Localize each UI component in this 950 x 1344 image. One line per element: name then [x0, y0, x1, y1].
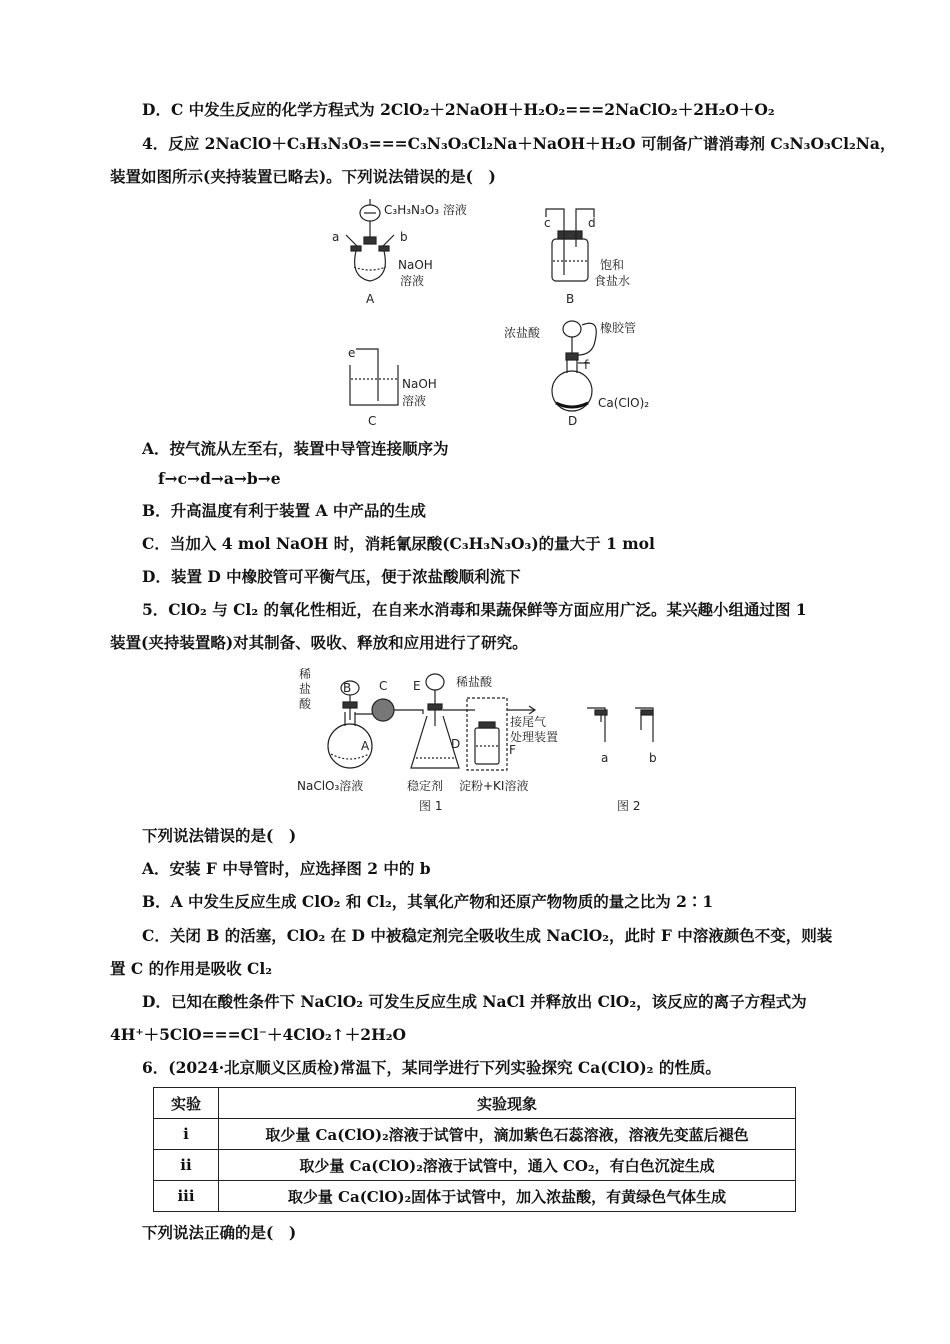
- table-cell: 取少量 Ca(ClO)₂溶液于试管中，通入 CO₂，有白色沉淀生成: [219, 1150, 796, 1181]
- q6-experiment-table: [153, 1087, 796, 1212]
- table-cell: ii: [154, 1150, 219, 1181]
- table-row: [154, 1181, 796, 1212]
- q6-stem: 6．(2024·北京顺义区质检)常温下，某同学进行下列实验探究 Ca(ClO)₂ 的性质。: [142, 1058, 721, 1077]
- a-naoh-label-2: 溶液: [400, 274, 425, 288]
- port-e-label: e: [348, 346, 356, 360]
- label-f: F: [509, 743, 516, 757]
- q5-stem-line2: 装置(夹持装置略)对其制备、吸收、释放和应用进行了研究。: [110, 633, 528, 652]
- table-cell: i: [154, 1119, 219, 1150]
- naclo3-label: NaClO₃溶液: [297, 779, 364, 793]
- port-f-label: f: [584, 358, 589, 372]
- table-header-cell: 实验现象: [219, 1088, 796, 1119]
- q5-option-c-line2: 置 C 的作用是吸收 Cl₂: [110, 959, 273, 978]
- q4-stem-line2: 装置如图所示(夹持装置已略去)。下列说法错误的是( ): [110, 167, 496, 186]
- port-a-label: a: [332, 230, 340, 244]
- d-acid-label: 浓盐酸: [504, 326, 541, 340]
- port-d-label: d: [588, 216, 596, 230]
- table-cell: 取少量 Ca(ClO)₂溶液于试管中，滴加紫色石蕊溶液，溶液先变蓝后褪色: [219, 1119, 796, 1150]
- apparatus-a-label: A: [366, 292, 375, 306]
- figure-1-caption: 图 1: [419, 799, 443, 813]
- q5-option-c-line1: C．关闭 B 的活塞，ClO₂ 在 D 中被稳定剂完全吸收生成 NaClO₂，此时 F 中溶液颜色不变，则装: [142, 926, 833, 945]
- table-cell: iii: [154, 1181, 219, 1212]
- acid-right-label: 稀盐酸: [456, 675, 493, 689]
- table-header-row: [154, 1088, 796, 1119]
- q4-option-c: C．当加入 4 mol NaOH 时，消耗氰尿酸(C₃H₃N₃O₃)的量大于 1 mol: [142, 534, 655, 553]
- label-c: C: [379, 679, 388, 693]
- q4-option-d: D．装置 D 中橡胶管可平衡气压，便于浓盐酸顺利流下: [142, 567, 521, 586]
- apparatus-d-label: D: [568, 414, 578, 428]
- label-a: A: [361, 739, 370, 753]
- stabilizer-label: 稳定剂: [407, 779, 444, 793]
- q4-option-b: B．升高温度有利于装置 A 中产品的生成: [142, 501, 426, 520]
- tube-a-label: a: [601, 751, 609, 765]
- figure-2-caption: 图 2: [617, 799, 641, 813]
- a-reagent-label: C₃H₃N₃O₃ 溶液: [384, 203, 467, 217]
- table-row: [154, 1119, 796, 1150]
- q5-option-b: B．A 中发生反应生成 ClO₂ 和 Cl₂，其氧化产物和还原产物物质的量之比为 2∶1: [142, 892, 714, 911]
- starch-ki-label: 淀粉+KI溶液: [459, 779, 529, 793]
- tail-gas-label-2: 处理装置: [510, 730, 559, 744]
- apparatus-b-label: B: [566, 292, 575, 306]
- c-naoh-label: NaOH: [402, 377, 437, 391]
- q4-option-a-line1: A．按气流从左至右，装置中导管连接顺序为: [142, 439, 449, 458]
- q4-stem-line1: 4．反应 2NaClO＋C₃H₃N₃O₃===C₃N₃O₃Cl₂Na＋NaOH＋H₂O 可制备广谱消毒剂 C₃N₃O₃Cl₂Na，: [142, 134, 896, 153]
- port-b-label: b: [400, 230, 408, 244]
- label-e: E: [413, 679, 421, 693]
- q6-prompt: 下列说法正确的是( ): [142, 1223, 297, 1242]
- table-header-cell: 实验: [154, 1088, 219, 1119]
- q5-apparatus-figure: [295, 662, 695, 820]
- d-solid-label: Ca(ClO)₂: [598, 396, 650, 410]
- q5-prompt: 下列说法错误的是( ): [142, 826, 297, 845]
- q3-option-d: D．C 中发生反应的化学方程式为 2ClO₂＋2NaOH＋H₂O₂===2NaClO₂＋2H₂O＋O₂: [142, 100, 775, 119]
- acid-label-1: 稀: [299, 667, 312, 681]
- tail-gas-label-1: 接尾气: [510, 715, 547, 729]
- port-c-label: c: [544, 216, 551, 230]
- acid-label-2: 盐: [299, 682, 312, 696]
- table-row: [154, 1150, 796, 1181]
- q5-option-d-line1: D．已知在酸性条件下 NaClO₂ 可发生反应生成 NaCl 并释放出 ClO₂，该反应的离子方程式为: [142, 992, 807, 1011]
- acid-label-3: 酸: [299, 697, 312, 711]
- c-naoh-label-2: 溶液: [402, 394, 427, 408]
- apparatus-c-label: C: [368, 414, 377, 428]
- label-d: D: [451, 737, 461, 751]
- tube-b-label: b: [649, 751, 657, 765]
- label-b: B: [343, 681, 352, 695]
- b-reagent-label: 饱和: [600, 258, 625, 272]
- q4-apparatus-figure: [320, 195, 680, 431]
- d-tube-label: 橡胶管: [600, 321, 637, 335]
- a-naoh-label: NaOH: [398, 258, 433, 272]
- q5-option-d-line2: 4H⁺＋5ClO===Cl⁻＋4ClO₂↑＋2H₂O: [110, 1025, 406, 1044]
- q4-option-a-line2: f→c→d→a→b→e: [158, 469, 281, 488]
- table-cell: 取少量 Ca(ClO)₂固体于试管中，加入浓盐酸，有黄绿色气体生成: [219, 1181, 796, 1212]
- q5-option-a: A．安装 F 中导管时，应选择图 2 中的 b: [142, 859, 431, 878]
- q5-stem-line1: 5．ClO₂ 与 Cl₂ 的氧化性相近，在自来水消毒和果蔬保鲜等方面应用广泛。某兴趣小组通过图 1: [142, 600, 807, 619]
- b-reagent-label-2: 食盐水: [594, 274, 631, 288]
